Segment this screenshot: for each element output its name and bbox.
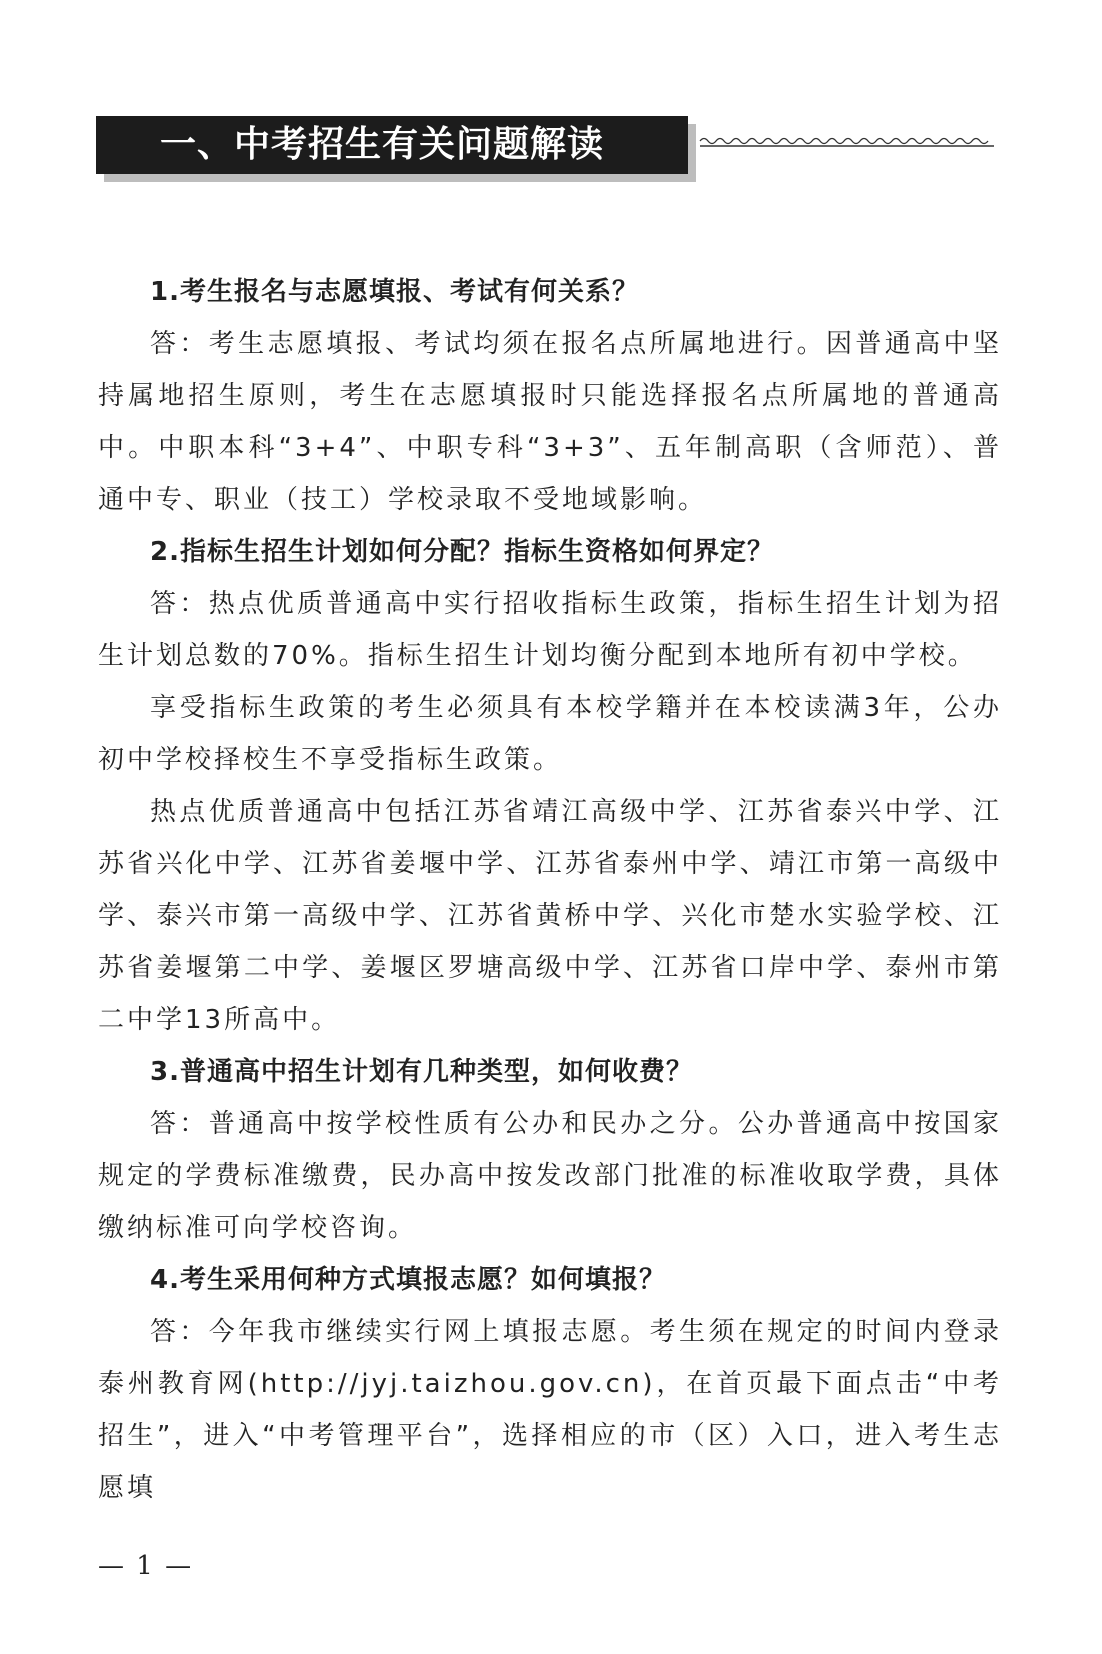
answer-paragraph: 答：热点优质普通高中实行招收指标生政策，指标生招生计划为招生计划总数的70%。指标生招生计划均衡分配到本地所有初中学校。	[98, 589, 1002, 671]
answer-paragraph: 答：今年我市继续实行网上填报志愿。考生须在规定的时间内登录泰州教育网(http://jyj.taizhou.gov.cn)，在首页最下面点击“中考招生”，进入“中考管理平台”，选择相应的市（区）入口，进入考生志愿填	[98, 1317, 1002, 1503]
page-number: — 1 —	[98, 1551, 194, 1581]
question-heading: 3.普通高中招生计划有几种类型，如何收费？	[150, 1057, 693, 1087]
answer-paragraph: 答：考生志愿填报、考试均须在报名点所属地进行。因普通高中坚持属地招生原则，考生在志愿填报时只能选择报名点所属地的普通高中。中职本科“3+4”、中职专科“3+3”、五年制高职（含师范）、普通中专、职业（技工）学校录取不受地域影响。	[98, 329, 1002, 515]
section-header	[96, 116, 996, 180]
question-heading: 1.考生报名与志愿填报、考试有何关系？	[150, 277, 639, 307]
question-heading: 4.考生采用何种方式填报志愿？如何填报？	[150, 1265, 666, 1295]
question-heading: 2.指标生招生计划如何分配？指标生资格如何界定？	[150, 537, 774, 567]
section-title: 一、中考招生有关问题解读	[96, 116, 688, 174]
body-paragraph: 享受指标生政策的考生必须具有本校学籍并在本校读满3年，公办初中学校择校生不享受指标生政策。	[98, 693, 1002, 775]
body-paragraph: 热点优质普通高中包括江苏省靖江高级中学、江苏省泰兴中学、江苏省兴化中学、江苏省姜堰中学、江苏省泰州中学、靖江市第一高级中学、泰兴市第一高级中学、江苏省黄桥中学、兴化市楚水实验学校、江苏省姜堰第二中学、姜堰区罗塘高级中学、江苏省口岸中学、泰州市第二中学13所高中。	[98, 797, 1002, 1035]
document-body	[98, 266, 1002, 1514]
decorative-wave-line	[696, 134, 996, 150]
answer-paragraph: 答：普通高中按学校性质有公办和民办之分。公办普通高中按国家规定的学费标准缴费，民办高中按发改部门批准的标准收取学费，具体缴纳标准可向学校咨询。	[98, 1109, 1002, 1243]
